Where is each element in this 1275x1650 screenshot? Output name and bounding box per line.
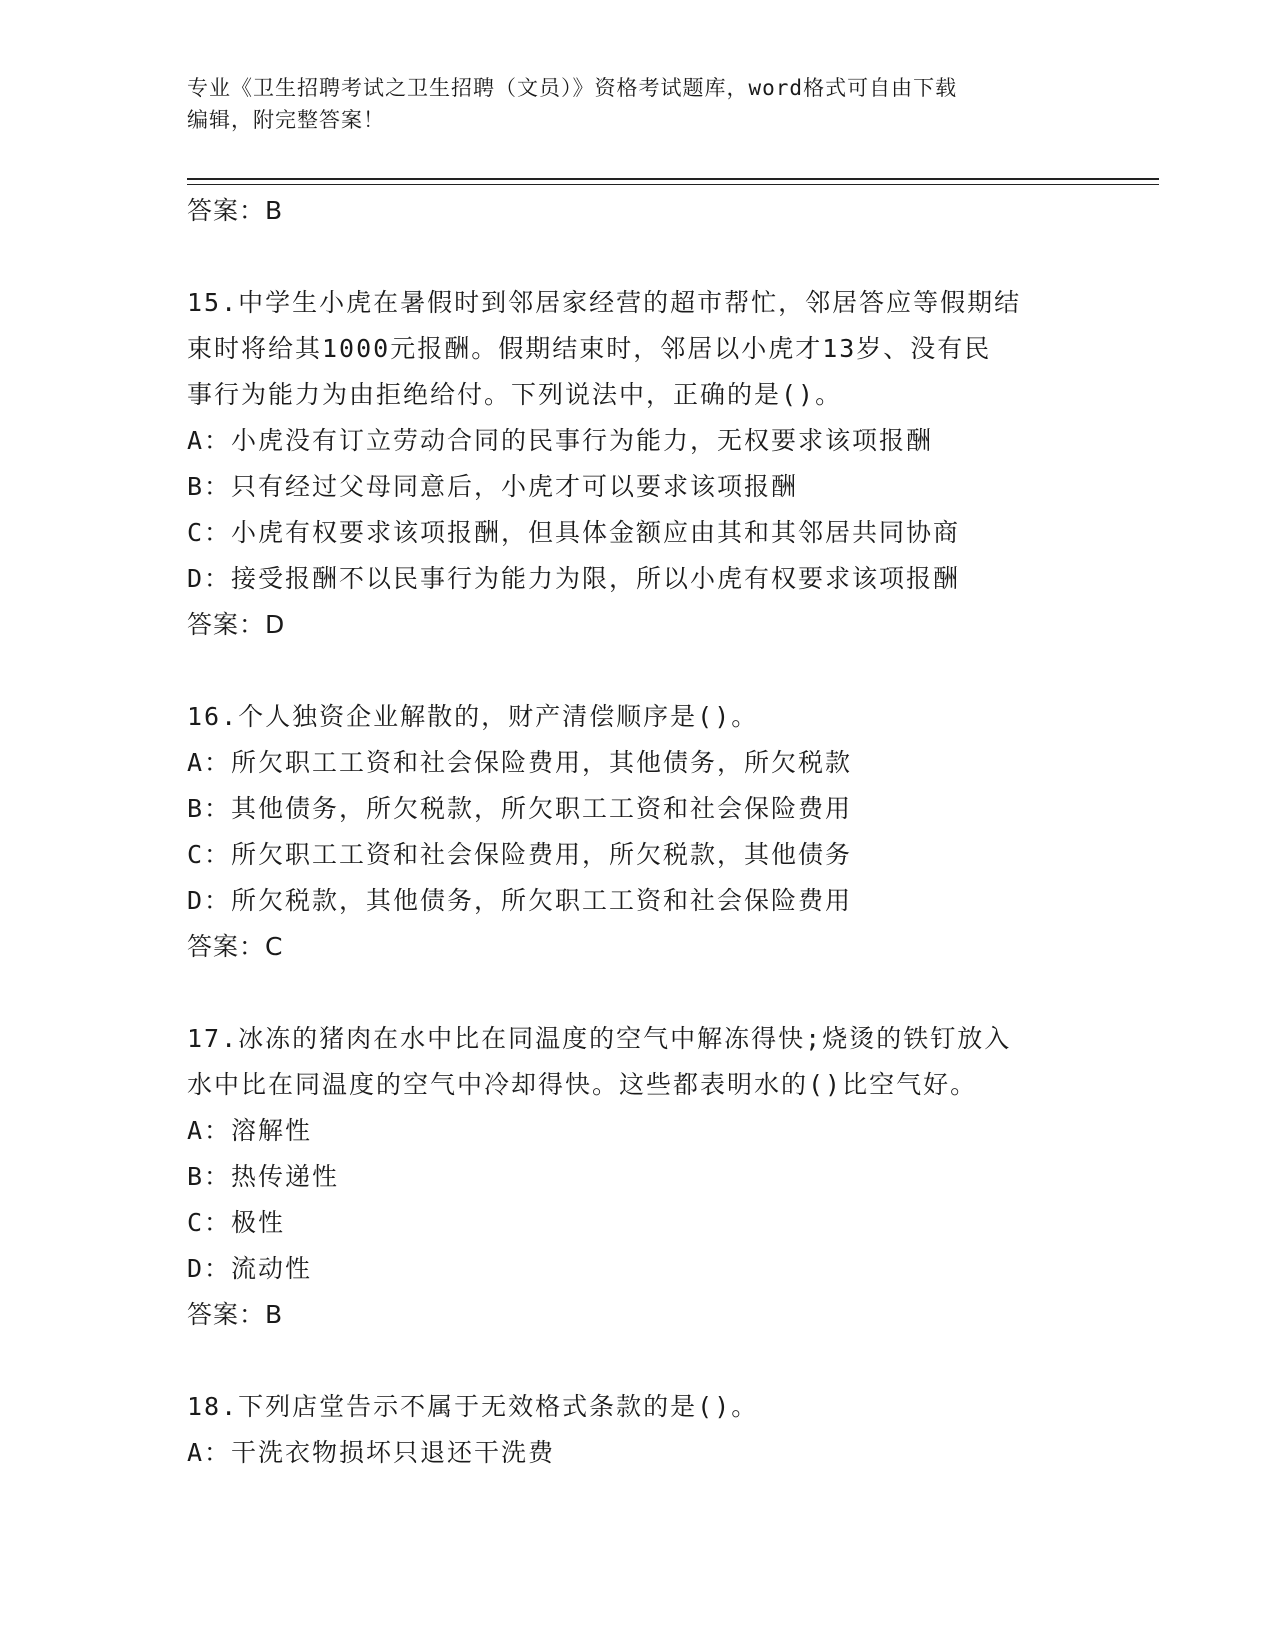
document-body <box>187 188 1087 1476</box>
header-divider-thick <box>187 178 1159 180</box>
spacer <box>187 970 1087 1016</box>
spacer <box>187 234 1087 280</box>
question-block <box>187 280 1087 648</box>
answer-label: 答案：B <box>187 196 284 225</box>
question-text: 17.冰冻的猪肉在水中比在同温度的空气中解冻得快;烧烫的铁钉放入 <box>187 1024 1012 1053</box>
option-a: A：所欠职工工资和社会保险费用，其他债务，所欠税款 <box>187 748 853 777</box>
header-divider-thin <box>187 184 1159 185</box>
header-line-1: 专业《卫生招聘考试之卫生招聘（文员）》资格考试题库，word格式可自由下载 <box>187 76 958 100</box>
option-d: D：接受报酬不以民事行为能力为限，所以小虎有权要求该项报酬 <box>187 564 961 593</box>
question-block <box>187 694 1087 970</box>
page-header <box>187 72 1067 136</box>
spacer <box>187 1338 1087 1384</box>
question-text: 18.下列店堂告示不属于无效格式条款的是()。 <box>187 1392 759 1421</box>
option-c: C：所欠职工工资和社会保险费用，所欠税款，其他债务 <box>187 840 853 869</box>
question-text: 15.中学生小虎在暑假时到邻居家经营的超市帮忙，邻居答应等假期结 <box>187 288 1022 317</box>
question-block <box>187 1016 1087 1338</box>
option-d: D：所欠税款，其他债务，所欠职工工资和社会保险费用 <box>187 886 853 915</box>
answer-label: 答案：D <box>187 610 286 639</box>
option-b: B：其他债务，所欠税款，所欠职工工资和社会保险费用 <box>187 794 853 823</box>
option-a: A：干洗衣物损坏只退还干洗费 <box>187 1438 556 1467</box>
option-b: B：热传递性 <box>187 1162 340 1191</box>
question-block <box>187 1384 1087 1476</box>
option-d: D：流动性 <box>187 1254 313 1283</box>
option-a: A：小虎没有订立劳动合同的民事行为能力，无权要求该项报酬 <box>187 426 934 455</box>
question-text: 事行为能力为由拒绝给付。下列说法中，正确的是()。 <box>187 380 843 409</box>
option-a: A：溶解性 <box>187 1116 313 1145</box>
option-c: C：极性 <box>187 1208 286 1237</box>
option-c: C：小虎有权要求该项报酬，但具体金额应由其和其邻居共同协商 <box>187 518 961 547</box>
spacer <box>187 648 1087 694</box>
answer-label: 答案：B <box>187 1300 284 1329</box>
question-text: 水中比在同温度的空气中冷却得快。这些都表明水的()比空气好。 <box>187 1070 978 1099</box>
answer-label: 答案：C <box>187 932 284 961</box>
option-b: B：只有经过父母同意后，小虎才可以要求该项报酬 <box>187 472 799 501</box>
question-text: 束时将给其1000元报酬。假期结束时，邻居以小虎才13岁、没有民 <box>187 334 992 363</box>
question-text: 16.个人独资企业解散的，财产清偿顺序是()。 <box>187 702 759 731</box>
header-line-2: 编辑，附完整答案！ <box>187 108 385 132</box>
